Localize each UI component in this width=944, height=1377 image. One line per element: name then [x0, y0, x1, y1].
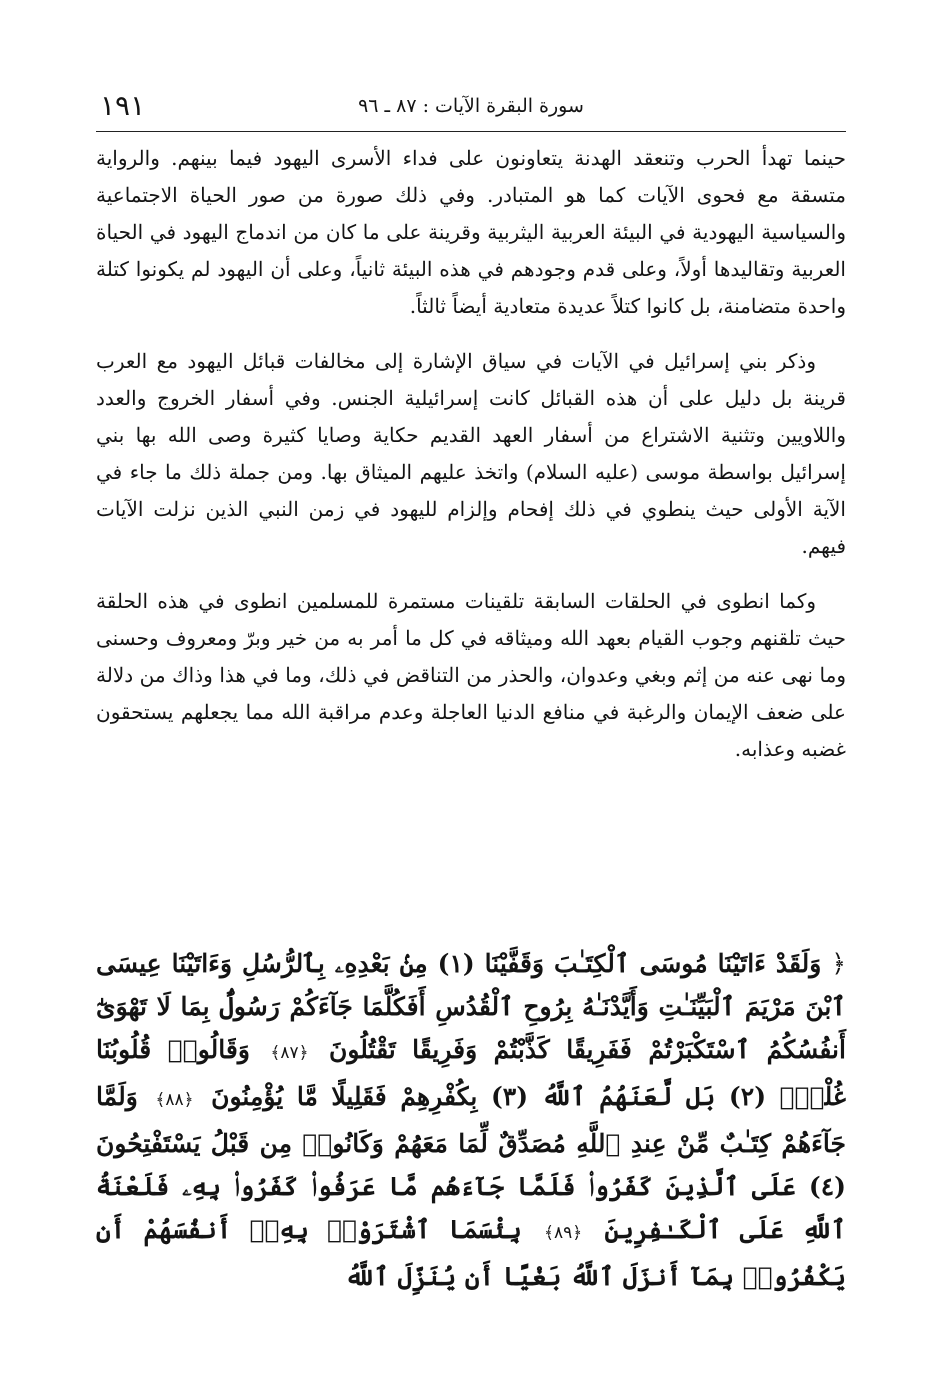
verse-number-marker: ﴿٨٨﴾ — [155, 1090, 194, 1110]
verse-text: وَلَمَّا جَآءَهُمْ كِتَـٰبٌ مِّنْ عِندِ ٱللَّهِ مُصَدِّقٌ لِّمَا مَعَهُمْ وَكَانُوا۟ مِن قَبْلُ يَسْتَفْتِحُونَ (٤) عَلَى ٱلَّذِينَ كَفَرُوا۟ فَلَمَّا جَآءَهُم مَّا عَرَفُوا۟ كَفَرُوا۟ بِهِۦ فَلَعْنَةُ ٱللَّهِ عَلَى ٱلْكَـٰفِرِينَ — [96, 1082, 846, 1244]
verse-number: ٨٨ — [165, 1090, 184, 1110]
commentary-text — [96, 140, 846, 786]
paragraph: وكما انطوى في الحلقات السابقة تلقينات مستمرة للمسلمين انطوى في هذه الحلقة حيث تلقنهم وجوب القيام بعهد الله وميثاقه في كل ما أمر به من خير وبرّ ومعروف وحسنى وما نهى عنه من إثم وبغي وعدوان، والحذر من التناقض في ذلك، وما في هذا وذاك من دلالة على ضعف الإيمان والرغبة في منافع الدنيا العاجلة وعدم مراقبة الله مما يجعلهم يستحقون غضبه وعذابه. — [96, 589, 846, 761]
quran-verses — [96, 942, 846, 1298]
verse-number: ٨٩ — [554, 1223, 573, 1243]
paragraph: حينما تهدأ الحرب وتنعقد الهدنة يتعاونون على فداء الأسرى اليهود فيما بينهم. والرواية متسقة مع فحوى الآيات كما هو المتبادر. وفي ذلك صورة من صور الحياة الاجتماعية والسياسية اليهودية في البيئة العربية اليثربية وقرينة على ما كان من اندماج اليهود في الحياة العربية وتقاليدها أولاً، وعلى قدم وجودهم في هذه البيئة ثانياً، وعلى أن اليهود لم يكونوا كتلة واحدة متضامنة، بل كانوا كتلاً عديدة متعادية أيضاً ثالثاً. — [96, 146, 846, 318]
verse-number-marker: ﴿٨٩﴾ — [544, 1223, 583, 1243]
verse-number-marker: ﴿٨٧﴾ — [270, 1043, 309, 1063]
page-number: ١٩١ — [100, 89, 146, 122]
header-divider — [96, 131, 846, 132]
verse-text: بِئْسَمَا ٱشْتَرَوْا۟ بِهِۦٓ أَنفُسَهُمْ أَن يَكْفُرُوا۟ بِمَآ أَنزَلَ ٱللَّهُ بَغْيًا أَن يُنَزِّلَ ٱللَّهُ — [96, 1215, 846, 1291]
running-title: سورة البقرة الآيات : ٨٧ ـ ٩٦ — [358, 95, 584, 117]
verse-text: وَلَقَدْ ءَاتَيْنَا مُوسَى ٱلْكِتَـٰبَ وَقَفَّيْنَا (١) مِنۢ بَعْدِهِۦ بِٱلرُّسُلِ وَءَاتَيْنَا عِيسَى ٱبْنَ مَرْيَمَ ٱلْبَيِّنَـٰتِ وَأَيَّدْنَـٰهُ بِرُوحِ ٱلْقُدُسِ أَفَكُلَّمَا جَآءَكُمْ رَسُولٌۢ بِمَا لَا تَهْوَىٰٓ أَنفُسُكُمُ ٱسْتَكْبَرْتُمْ فَفَرِيقًا كَذَّبْتُمْ وَفَرِيقًا تَقْتُلُونَ — [96, 949, 846, 1064]
ornate-bracket-icon: ﴿ — [831, 949, 847, 978]
page-header — [96, 86, 846, 130]
paragraph: وذكر بني إسرائيل في الآيات في سياق الإشارة إلى مخالفات قبائل اليهود مع العرب قرينة بل دليل على أن هذه القبائل كانت إسرائيلية الجنس. وفي أسفار الخروج والعدد واللاويين وتثنية الاشتراع من أسفار العهد القديم حكاية وصايا كثيرة وصى الله بها بني إسرائيل بواسطة موسى (عليه السلام) واتخذ عليهم الميثاق بها. ومن جملة ذلك ما جاء في الآية الأولى حيث ينطوي في ذلك إفحام وإلزام لليهود في زمن النبي الذين نزلت الآيات فيهم. — [96, 349, 846, 558]
verse-text: وَقَالُوا۟ قُلُوبُنَا غُلْفٌۢ (٢) بَل لَّعَنَهُمُ ٱللَّهُ (٣) بِكُفْرِهِمْ فَقَلِيلًا مَّا يُؤْمِنُونَ — [96, 1035, 846, 1111]
verse-number: ٨٧ — [280, 1043, 299, 1063]
